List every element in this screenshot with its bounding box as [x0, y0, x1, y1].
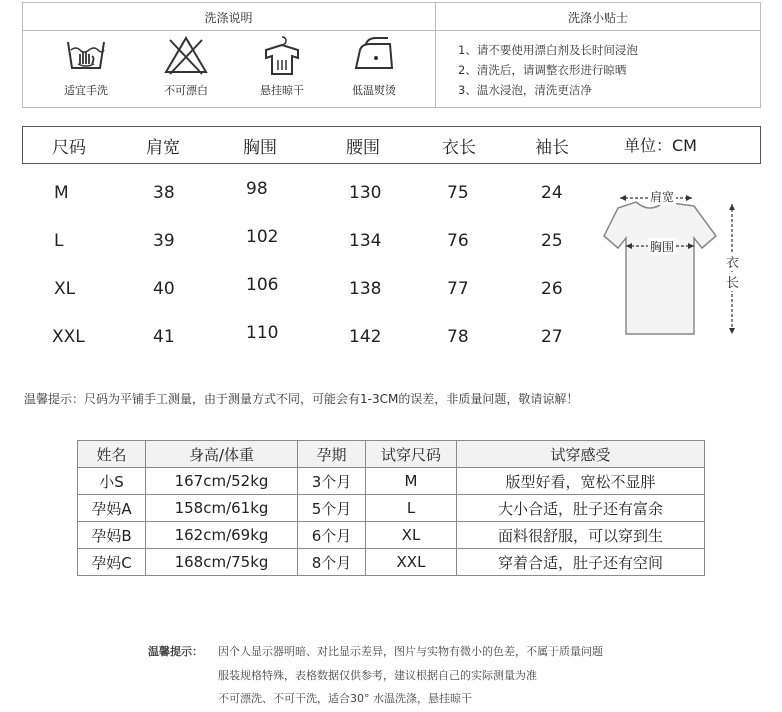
fit-header-cell: 身高/体重	[146, 441, 298, 468]
size-header-cell: 衣长	[442, 138, 476, 158]
fit-cell: 版型好看，宽松不显胖	[457, 468, 705, 495]
fit-cell: 162cm/69kg	[146, 522, 298, 549]
low-iron-icon	[350, 34, 398, 78]
care-title: 洗涤说明	[204, 11, 253, 25]
fit-table	[77, 440, 705, 576]
fit-cell: 面料很舒服，可以穿到生	[457, 522, 705, 549]
fit-table-header-row	[78, 441, 705, 468]
fit-header-cell: 试穿感受	[457, 441, 705, 468]
size-cell: 138	[349, 279, 382, 299]
measurement-note: 温馨提示：尺码为平铺手工测量，由于测量方式不同，可能会有1-3CM的误差，非质量问题，敬请谅解！	[24, 392, 579, 406]
fit-cell: XXL	[366, 549, 457, 576]
bottom-note-line: 因个人显示器明暗、对比显示差异，图片与实物有微小的色差，不属于质量问题	[218, 645, 603, 658]
size-cell: 78	[447, 327, 469, 347]
size-cell: 39	[153, 231, 175, 251]
table-row	[78, 468, 705, 495]
bottom-note-label: 温馨提示：	[148, 645, 203, 658]
fit-cell: 158cm/61kg	[146, 495, 298, 522]
chest-label: 胸围	[650, 240, 675, 254]
size-cell: 130	[349, 183, 382, 203]
size-cell: 77	[447, 279, 469, 299]
size-cell: 26	[541, 279, 563, 299]
tip-item: 1、请不要使用漂白剂及长时间浸泡	[458, 43, 638, 57]
no-bleach-label: 不可漂白	[164, 84, 208, 97]
low-iron-label: 低温熨烫	[352, 84, 396, 97]
size-cell: 102	[246, 227, 279, 247]
size-header-cell: 腰围	[346, 138, 380, 158]
fit-cell: 大小合适，肚子还有富余	[457, 495, 705, 522]
size-cell: 41	[153, 327, 175, 347]
size-header-cell: 胸围	[243, 138, 277, 158]
fit-cell: 穿着合适，肚子还有空间	[457, 549, 705, 576]
size-cell: 40	[153, 279, 175, 299]
size-cell: 76	[447, 231, 469, 251]
care-panel-divider	[22, 30, 761, 31]
fit-header-cell: 孕期	[298, 441, 366, 468]
size-cell: 25	[541, 231, 563, 251]
bottom-note-line: 服装规格特殊，表格数据仅供参考，建议根据自己的实际测量为准	[218, 669, 537, 682]
tips-title: 洗涤小贴士	[567, 11, 628, 25]
size-header-cell: 肩宽	[146, 138, 180, 158]
fit-header-cell: 姓名	[78, 441, 146, 468]
fit-cell: 3个月	[298, 468, 366, 495]
size-cell: 110	[246, 323, 279, 343]
fit-cell: L	[366, 495, 457, 522]
length-label: 长	[726, 272, 739, 291]
length-label: 衣	[726, 252, 739, 271]
fit-cell: 8个月	[298, 549, 366, 576]
size-cell: M	[54, 183, 69, 203]
shoulder-label: 肩宽	[650, 190, 675, 204]
fit-cell: 168cm/75kg	[146, 549, 298, 576]
hand-wash-icon	[62, 34, 110, 78]
size-cell: 75	[447, 183, 469, 203]
fit-cell: 小S	[78, 468, 146, 495]
fit-cell: 167cm/52kg	[146, 468, 298, 495]
table-row	[78, 549, 705, 576]
tip-item: 3、温水浸泡，清洗更洁净	[458, 83, 592, 97]
size-cell: 24	[541, 183, 563, 203]
size-header-cell: 袖长	[535, 138, 569, 158]
bottom-note-line: 不可漂洗、不可干洗，适合30° 水温洗涤，悬挂晾干	[218, 692, 472, 705]
fit-cell: M	[366, 468, 457, 495]
table-row	[78, 495, 705, 522]
size-cell: L	[54, 231, 64, 251]
fit-cell: 孕妈B	[78, 522, 146, 549]
tip-item: 2、清洗后，请调整衣形进行晾晒	[458, 63, 627, 77]
no-bleach-icon	[162, 34, 210, 78]
size-cell: 98	[246, 179, 268, 199]
size-unit: 单位：CM	[624, 136, 697, 155]
hand-wash-label: 适宜手洗	[64, 84, 108, 97]
fit-cell: XL	[366, 522, 457, 549]
table-row	[78, 522, 705, 549]
size-cell: XL	[54, 279, 76, 299]
size-cell: 38	[153, 183, 175, 203]
size-cell: 27	[541, 327, 563, 347]
fit-cell: 6个月	[298, 522, 366, 549]
fit-cell: 5个月	[298, 495, 366, 522]
size-cell: 106	[246, 275, 279, 295]
fit-header-cell: 试穿尺码	[366, 441, 457, 468]
size-cell: 142	[349, 327, 382, 347]
size-header-cell: 尺码	[52, 138, 86, 158]
size-cell: XXL	[52, 327, 85, 347]
fit-cell: 孕妈A	[78, 495, 146, 522]
hang-dry-icon	[258, 34, 306, 78]
size-cell: 134	[349, 231, 382, 251]
fit-cell: 孕妈C	[78, 549, 146, 576]
hang-dry-label: 悬挂晾干	[260, 84, 304, 97]
